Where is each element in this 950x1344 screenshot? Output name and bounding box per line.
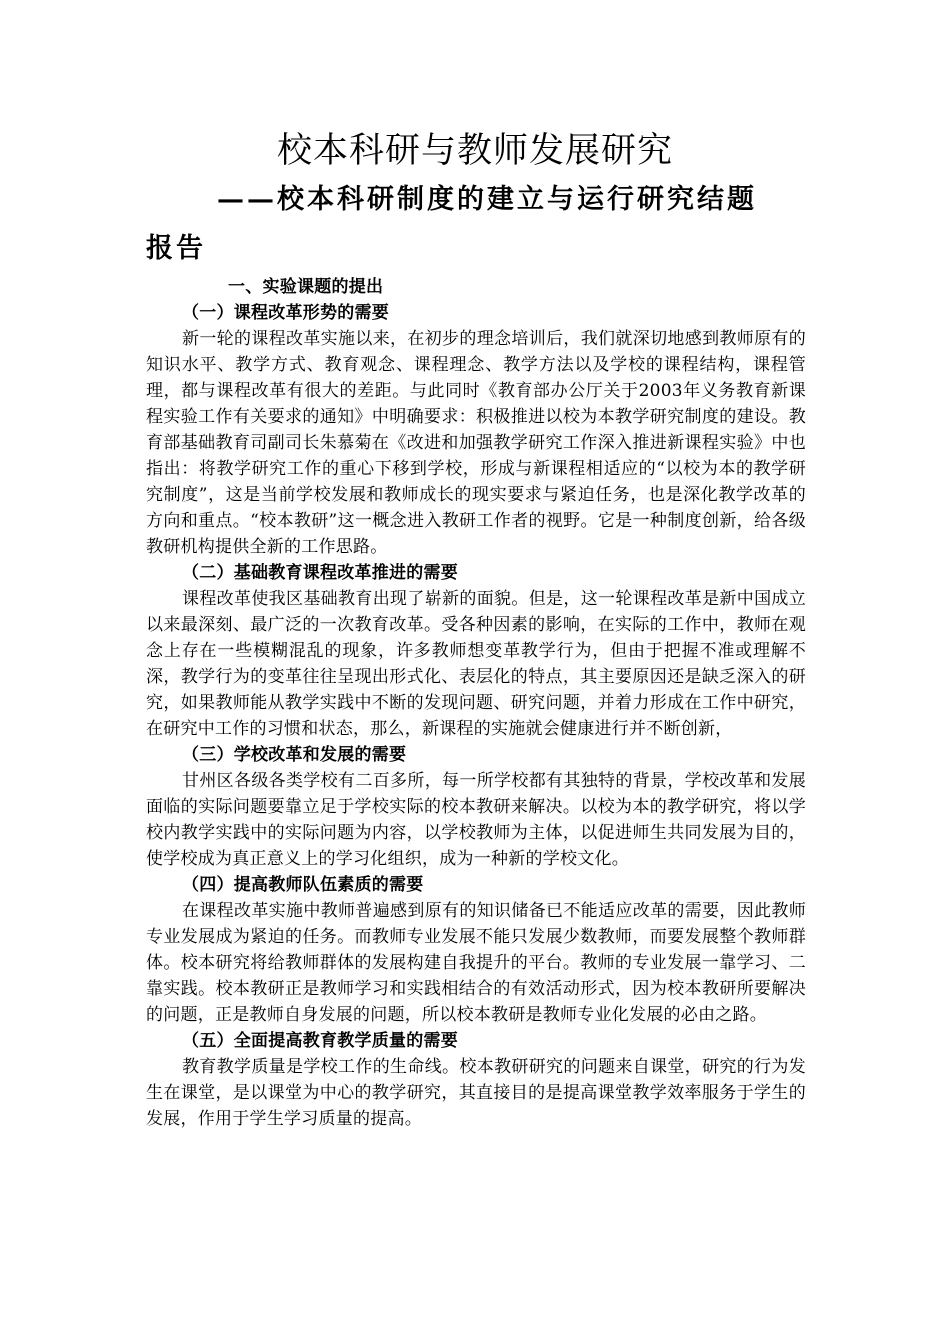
subsection-paragraph-4: 在课程改革实施中教师普遍感到原有的知识储备已不能适应改革的需要，因此教师专业发展成为紧迫的任务。而教师专业发展不能只发展少数教师，而要发展整个教师群体。校本研究将给教师群体的发展构建自我提升的平台。教师的专业发展一靠学习、二靠实践。校本教研正是教师学习和实践相结合的有效活动形式，因为校本教研所要解决的问题，正是教师自身发展的问题，所以校本教研是教师专业化发展的必由之路。 xyxy=(146,901,806,1025)
subsection-paragraph-1: 新一轮的课程改革实施以来，在初步的理念培训后，我们就深切地感到教师原有的知识水平、教学方式、教育观念、课程理念、教学方法以及学校的课程结构，课程管理，都与课程改革有很大的差距。与此同时《教育部办公厅关于2003年义务教育新课程实验工作有关要求的通知》中明确要求：积极推进以校为本教学研究制度的建设。教育部基础教育司副司长朱慕菊在《改进和加强教学研究工作深入推进新课程实验》中也指出：将教学研究工作的重心下移到学校，形成与新课程相适应的“以校为本的教学研究制度”，这是当前学校发展和教师成长的现实要求与紧迫任务，也是深化教学改革的方向和重点。“校本教研”这一概念进入教研工作者的视野。它是一种制度创新，给各级教研机构提供全新的工作思路。 xyxy=(146,329,806,557)
subsection-heading-5: （五）全面提高教育教学质量的需要 xyxy=(182,1031,458,1051)
document-subtitle-continuation: 报告 xyxy=(146,233,206,264)
subsection-paragraph-5: 教育教学质量是学校工作的生命线。校本教研研究的问题来自课堂，研究的行为发生在课堂，是以课堂为中心的教学研究，其直接目的是提高课堂教学效率服务于学生的发展，作用于学生学习质量的提高。 xyxy=(146,1057,806,1129)
subsection-heading-3: （三）学校改革和发展的需要 xyxy=(182,745,407,765)
document-subtitle: ——校本科研制度的建立与运行研究结题 xyxy=(217,184,757,215)
document-body xyxy=(146,274,806,1132)
subsection-heading-4: （四）提高教师队伍素质的需要 xyxy=(182,875,424,895)
section-heading: 一、实验课题的提出 xyxy=(228,277,384,297)
subsection-paragraph-3: 甘州区各级各类学校有二百多所，每一所学校都有其独特的背景，学校改革和发展面临的实际问题要靠立足于学校实际的校本教研来解决。以校为本的教学研究，将以学校内教学实践中的实际问题为内容，以学校教师为主体，以促进师生共同发展为目的，使学校成为真正意义上的学习化组织，成为一种新的学校文化。 xyxy=(146,771,806,869)
subsection-heading-2: （二）基础教育课程改革推进的需要 xyxy=(182,563,458,583)
subsection-paragraph-2: 课程改革使我区基础教育出现了崭新的面貌。但是，这一轮课程改革是新中国成立以来最深刻、最广泛的一次教育改革。受各种因素的影响，在实际的工作中，教师在观念上存在一些模糊混乱的现象，许多教师想变革教学行为，但由于把握不准或理解不深，教学行为的变革往往呈现出形式化、表层化的特点，其主要原因还是缺乏深入的研究，如果教师能从教学实践中不断的发现问题、研究问题，并着力形成在工作中研究，在研究中工作的习惯和状态，那么，新课程的实施就会健康进行并不断创新， xyxy=(146,589,806,739)
document-title: 校本科研与教师发展研究 xyxy=(276,131,673,171)
subsection-heading-1: （一）课程改革形势的需要 xyxy=(182,303,389,323)
